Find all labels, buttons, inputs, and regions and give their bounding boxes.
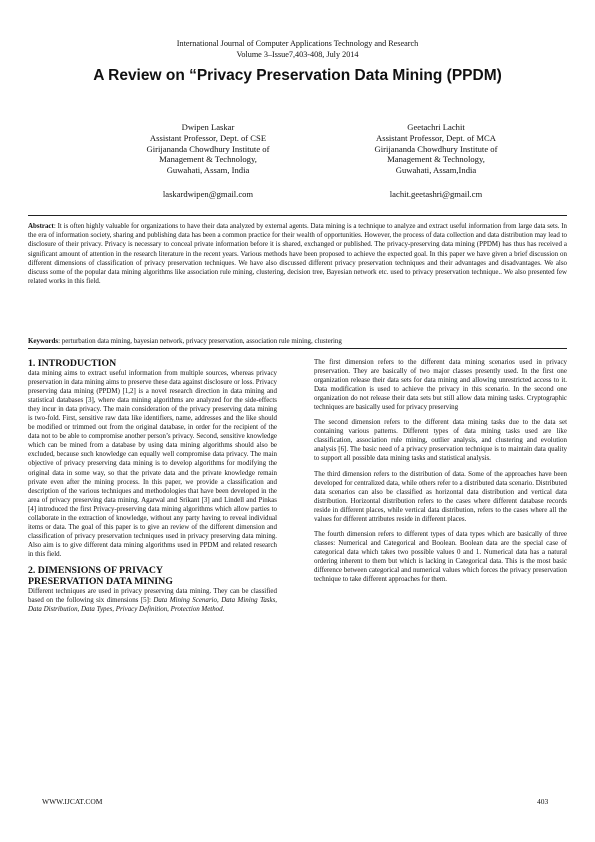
author-location: Guwahati, Assam, India <box>166 165 250 176</box>
heading-line2: PRESERVATION DATA MINING <box>28 575 173 587</box>
dimensions-intro <box>28 587 277 614</box>
author-institute-line1: Girijananda Chowdhury Institute of <box>146 143 270 154</box>
keywords <box>28 337 567 346</box>
footer-page-number: 403 <box>537 797 549 806</box>
column-left <box>28 358 277 614</box>
dimensions-intro-text: Different techniques are used in privacy preserving data mining. They can be classified based on the following six dimensions [5]: <box>28 586 277 605</box>
divider-bottom <box>28 348 567 349</box>
heading-line1: 2. DIMENSIONS OF PRIVACY <box>28 564 163 576</box>
author-email: laskardwipen@gmail.com <box>162 188 254 199</box>
dimension-paragraph-3: The third dimension refers to the distribution of data. Some of the approaches have been developed for centralized data, while others refer to a distributed data scenario. Distributed data scenarios can also be classified as horizontal data distribution and vertical data distribution. Horizontal distribution refers to the cases where different database records reside in different places, while vertical data distribution, refers to the cases where all the values for different attributes reside in different places. <box>314 469 567 523</box>
column-right <box>314 358 567 584</box>
dimension-paragraph-1: The first dimension refers to the different data mining scenarios used in privacy preservation. They are basically of two major classes presently used. In the first one organization release their data sets for data mining and allowing unrestricted access to it. Data modification is used to achieve the privacy in this scenario. In the second one organization do not release their data sets but still allow data mining tasks. Cryptographic techniques are basically used for privacy preserving <box>314 358 567 412</box>
paper-title: A Review on “Privacy Preservation Data Mining (PPDM) <box>93 67 502 84</box>
author-institute-line2: Management & Technology, <box>159 154 257 165</box>
author-institute-line2: Management & Technology, <box>387 154 485 165</box>
footer-url: WWW.IJCAT.COM <box>42 797 103 806</box>
author-block-2 <box>336 122 536 200</box>
introduction-text: data mining aims to extract useful information from multiple sources, whereas privacy preservation in data mining aims to preserve these data against disclosure or loss. Privacy preserving data mining (PPDM) [1,2] is a novel research direction in data mining and statistical databases [3], where data mining algorithms are analyzed for the side-effects they incur in data privacy. The main consideration of the privacy preserving data mining is two-fold. First, sensitive raw data like identifiers, name, addresses and the like should be modified or trimmed out from the original database, in order for the recipient of the data not to be able to compromise another person’s privacy. Second, sensitive knowledge which can be mined from a database by using data mining algorithms should also be excluded, because such knowledge can equally well compromise data privacy. The main objective of privacy preserving data mining is to develop algorithms for modifying the original data in some way, so that the private data and the private knowledge remain private even after the mining process. In this paper, we provide a classification and description of the various techniques and methodologies that have been developed in the area of privacy preserving data mining. Agarwal and Srikant [3] and Lindell and Pinkas [4] introduced the first Privacy-preserving data mining algorithms which allow parties to collaborate in the extraction of knowledge, without any party having to reveal individual items or data. The goal of this paper is to give an review of the different dimension and classification of privacy preservation techniques used in privacy preserving data mining. Also aim is to give different data mining algorithms used in PPDM and related research in this field. <box>28 369 277 558</box>
author-email: lachit.geetashri@gmail.cm <box>389 188 483 199</box>
author-location: Guwahati, Assam,India <box>395 165 477 176</box>
divider-top <box>28 215 567 216</box>
section-heading-dimensions <box>28 565 277 587</box>
keywords-label: Keywords <box>28 337 59 345</box>
author-institute-line1: Girijananda Chowdhury Institute of <box>374 143 498 154</box>
author-position: Assistant Professor, Dept. of CSE <box>149 132 267 143</box>
section-heading-introduction: 1. INTRODUCTION <box>28 358 117 369</box>
keywords-text: : perturbation data mining, bayesian network, privacy preservation, association rule mining, clustering <box>58 337 342 345</box>
author-position: Assistant Professor, Dept. of MCA <box>376 132 496 143</box>
journal-header <box>0 38 595 60</box>
author-name: Geetachri Lachit <box>407 122 465 132</box>
abstract-text: : It is often highly valuable for organizations to have their data analyzed by external agents. Data mining is a technique to analyze and extract useful information from large data sets. In the era of information society, sharing and publishing data has been a common practice for their wealth of opportunities. However, the process of data collection and data distribution may lead to disclosure of their privacy. Privacy is necessary to conceal private information before it is shared, exchanged or published. The privacy-preserving data mining (PPDM) has thus has received a significant amount of attention in the research literature in the recent years. Various methods have been proposed to achieve the expected goal. In this paper we have given a brief discussion on different dimensions of classification of privacy preservation techniques. We have also discussed different privacy preservation techniques and their advantages and disadvantages. We also discuss some of the popular data mining algorithms like association rule mining, clustering, decision tree, Bayesian network etc. used to privacy preservation technique.. We also presented few related works in this field. <box>28 222 567 286</box>
dimension-paragraph-2: The second dimension refers to the different data mining tasks due to the data set containing various patterns. Different types of data mining tasks used are like classification, association rule mining, outlier analysis, and clustering and evolution analysis [6]. The basic need of a privacy preservation technique is to maintain data quality to support all possible data mining tasks and statistical analysis. <box>314 418 567 463</box>
journal-name: International Journal of Computer Applications Technology and Research <box>176 39 419 48</box>
dimensions-list: Data Mining Scenario, Data Mining Tasks, Data Distribution, Data Types, Privacy Definition, Protection Method. <box>28 596 277 614</box>
dimension-paragraph-4: The fourth dimension refers to different types of data types which are basically of three classes: Numerical and Categorical and Boolean. Boolean data are the special case of categorical data which takes two possible values 0 and 1. Numerical data has a natural ordering inherent to them but which is lacking in Categorical data. This is the most basic difference between categorical and numerical values which forces the privacy preservation technique to take different approaches for them. <box>314 529 567 584</box>
abstract <box>28 222 567 286</box>
author-block-1 <box>108 122 308 200</box>
author-name: Dwipen Laskar <box>181 122 235 132</box>
journal-volume: Volume 3–Issue7,403-408, July 2014 <box>236 50 359 59</box>
abstract-label: Abstract <box>28 222 54 230</box>
